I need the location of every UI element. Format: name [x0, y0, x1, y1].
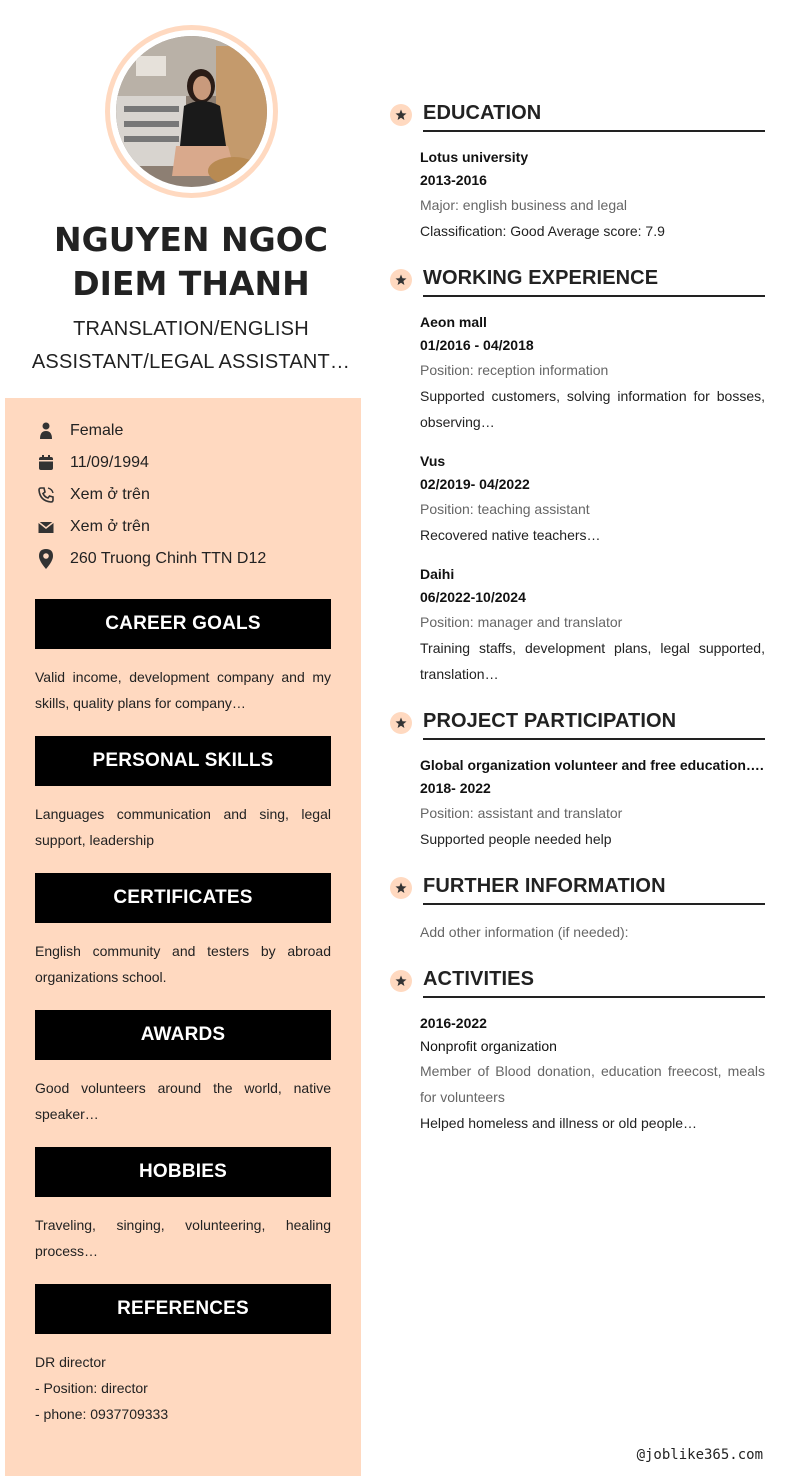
contact-gender — [35, 415, 335, 447]
experience-item — [420, 450, 765, 548]
job-date: 02/2019- 04/2022 — [420, 476, 530, 492]
project-name: Global organization volunteer and free education…. — [420, 757, 764, 773]
watermark: @joblike365.com — [636, 1447, 763, 1463]
activities-heading: ACTIVITIES — [423, 965, 765, 998]
school-name: Lotus university — [420, 149, 529, 165]
job-description: Recovered native teachers… — [420, 527, 601, 543]
contact-address — [35, 543, 335, 575]
activity-org: Nonprofit organization — [420, 1038, 557, 1054]
company-name: Aeon mall — [420, 314, 487, 330]
job-date: 06/2022-10/2024 — [420, 589, 526, 605]
personal-skills-heading: PERSONAL SKILLS — [35, 736, 331, 786]
reference-line: - Position: director — [35, 1380, 148, 1396]
person-icon — [35, 422, 70, 440]
contact-email[interactable] — [35, 511, 335, 543]
education-date: 2013-2016 — [420, 172, 487, 188]
star-icon — [390, 712, 412, 734]
location-pin-icon — [35, 548, 70, 570]
contact-text: Xem ở trên — [70, 518, 150, 535]
further-info-heading: FURTHER INFORMATION — [423, 872, 765, 905]
awards-heading: AWARDS — [35, 1010, 331, 1060]
contact-text: Xem ở trên — [70, 486, 150, 503]
avatar[interactable] — [116, 36, 267, 187]
contact-text: Female — [70, 422, 124, 439]
education-major: Major: english business and legal — [420, 197, 628, 213]
activity-description: Helped homeless and illness or old people… — [420, 1115, 698, 1131]
star-icon — [390, 104, 412, 126]
job-date: 01/2016 - 04/2018 — [420, 337, 534, 353]
job-position: Position: teaching assistant — [420, 501, 590, 517]
phone-icon — [35, 486, 70, 504]
education-heading: EDUCATION — [423, 99, 765, 132]
certificates-heading: CERTIFICATES — [35, 873, 331, 923]
experience-item — [420, 563, 765, 687]
candidate-name: NGUYEN NGOC DIEM THANH — [53, 220, 329, 303]
contact-list — [35, 415, 335, 575]
job-description: Supported customers, solving information for bosses, observing… — [420, 388, 765, 430]
contact-text: 11/09/1994 — [70, 454, 149, 471]
contact-birthday — [35, 447, 335, 479]
experience-heading: WORKING EXPERIENCE — [423, 264, 765, 297]
star-icon — [390, 877, 412, 899]
career-goals-heading: CAREER GOALS — [35, 599, 331, 649]
hobbies-heading: HOBBIES — [35, 1147, 331, 1197]
activity-date: 2016-2022 — [420, 1015, 487, 1031]
contact-phone[interactable] — [35, 479, 335, 511]
star-icon — [390, 970, 412, 992]
activity-item — [420, 1012, 765, 1136]
further-info — [420, 919, 765, 945]
awards-text: Good volunteers around the world, native speaker… — [35, 1080, 331, 1122]
project-description: Supported people needed help — [420, 831, 612, 847]
hobbies-text: Traveling, singing, volunteering, healing process… — [35, 1217, 331, 1259]
job-position: Position: reception information — [420, 362, 609, 378]
education-classification: Classification: Good Average score: 7.9 — [420, 223, 665, 239]
activity-role: Member of Blood donation, education freecost, meals for volunteers — [420, 1063, 765, 1105]
email-icon — [35, 518, 70, 536]
reference-line: DR director — [35, 1354, 106, 1370]
project-position: Position: assistant and translator — [420, 805, 623, 821]
company-name: Vus — [420, 453, 446, 469]
further-info-text: Add other information (if needed): — [420, 924, 629, 940]
education-item — [420, 146, 765, 244]
contact-text: 260 Truong Chinh TTN D12 — [70, 550, 267, 567]
projects-heading: PROJECT PARTICIPATION — [423, 707, 765, 740]
candidate-title: TRANSLATION/ENGLISH ASSISTANT/LEGAL ASSISTANT… — [31, 318, 351, 373]
certificates-text: English community and testers by abroad organizations school. — [35, 943, 331, 985]
project-date: 2018- 2022 — [420, 780, 491, 796]
personal-skills-text: Languages communication and sing, legal support, leadership — [35, 806, 331, 848]
star-icon — [390, 269, 412, 291]
career-goals-text: Valid income, development company and my skills, quality plans for company… — [35, 669, 331, 711]
references-text — [35, 1349, 331, 1427]
job-description: Training staffs, development plans, legal supported, translation… — [420, 640, 765, 682]
reference-line: - phone: 0937709333 — [35, 1406, 169, 1422]
calendar-icon — [35, 454, 70, 472]
experience-item — [420, 311, 765, 435]
avatar-frame — [105, 25, 278, 198]
company-name: Daihi — [420, 566, 455, 582]
project-item — [420, 754, 765, 852]
references-heading: REFERENCES — [35, 1284, 331, 1334]
profile-header — [0, 0, 366, 398]
job-position: Position: manager and translator — [420, 614, 623, 630]
